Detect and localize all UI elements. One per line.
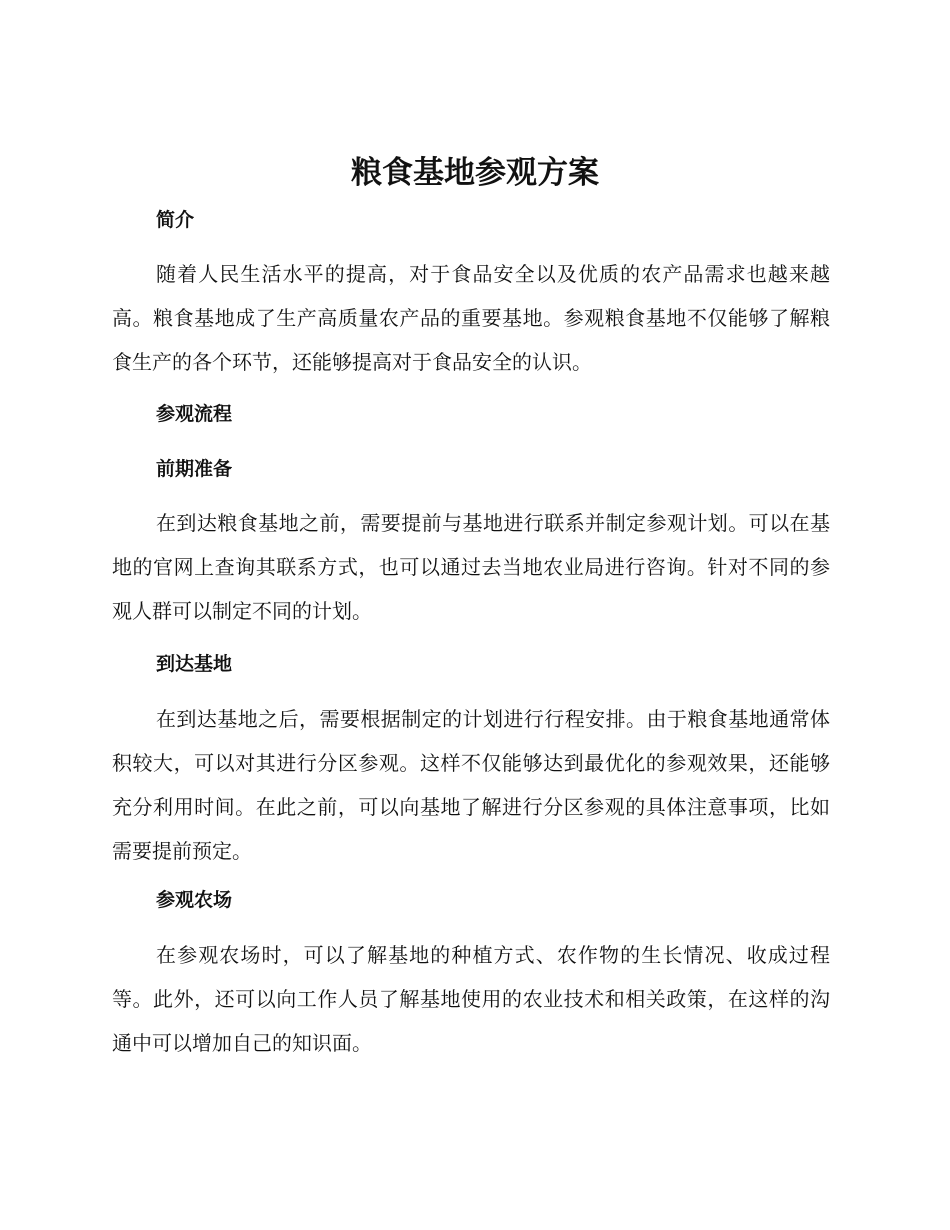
paragraph-intro: 随着人民生活水平的提高，对于食品安全以及优质的农产品需求也越来越高。粮食基地成了生产高质量农产品的重要基地。参观粮食基地不仅能够了解粮食生产的各个环节，还能够提高对于食品安全的认识。 (112, 262, 830, 374)
subsection-heading-farm: 参观农场 (156, 889, 233, 911)
paragraph-farm: 在参观农场时，可以了解基地的种植方式、农作物的生长情况、收成过程等。此外，还可以向工作人员了解基地使用的农业技术和相关政策，在这样的沟通中可以增加自己的知识面。 (112, 943, 830, 1055)
section-heading-intro: 简介 (156, 209, 195, 231)
subsection-heading-preparation: 前期准备 (156, 458, 233, 480)
subsection-heading-arrival: 到达基地 (156, 653, 233, 675)
section-heading-process: 参观流程 (156, 403, 233, 425)
paragraph-arrival: 在到达基地之后，需要根据制定的计划进行行程安排。由于粮食基地通常体积较大，可以对其进行分区参观。这样不仅能够达到最优化的参观效果，还能够充分利用时间。在此之前，可以向基地了解进行分区参观的具体注意事项，比如需要提前预定。 (112, 707, 830, 863)
document-title: 粮食基地参观方案 (351, 155, 599, 191)
paragraph-preparation: 在到达粮食基地之前，需要提前与基地进行联系并制定参观计划。可以在基地的官网上查询其联系方式，也可以通过去当地农业局进行咨询。针对不同的参观人群可以制定不同的计划。 (112, 511, 830, 623)
